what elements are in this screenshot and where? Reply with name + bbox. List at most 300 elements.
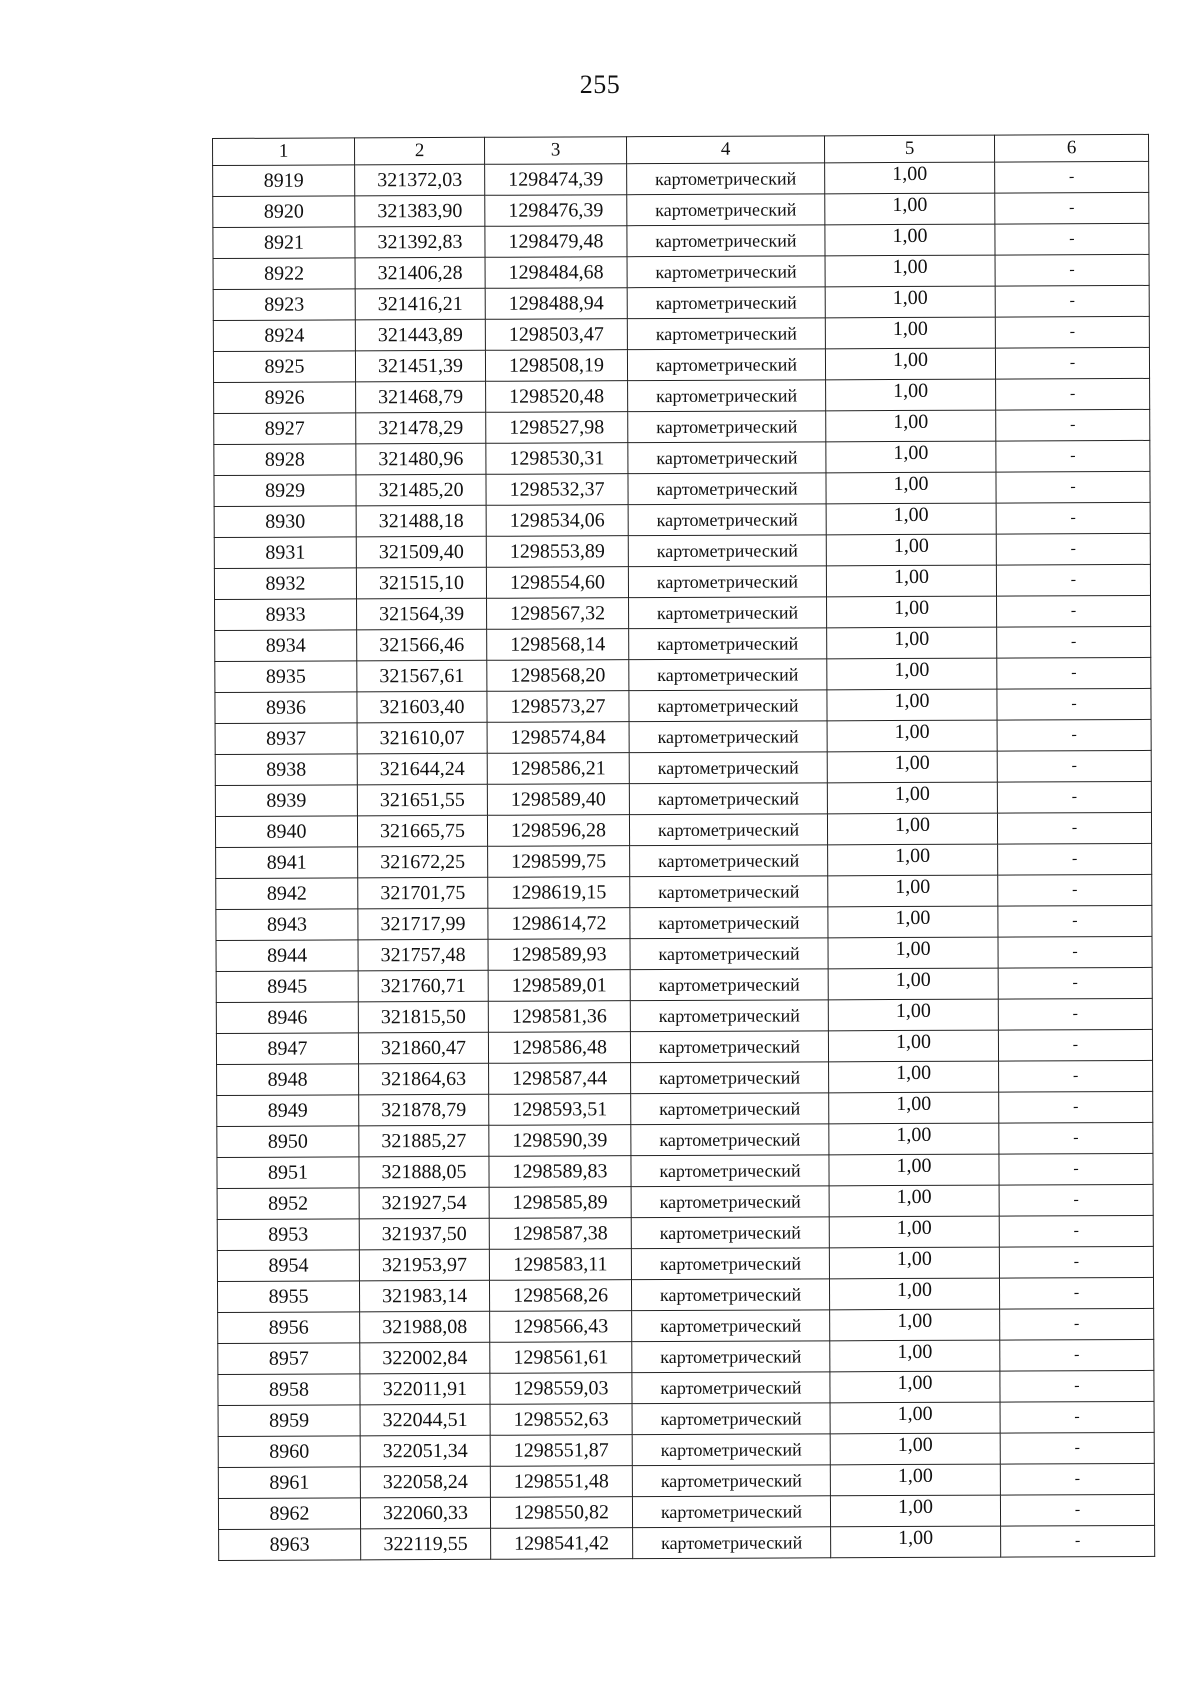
cell-x-coordinate: 322051,34: [360, 1435, 490, 1467]
cell-x-coordinate: 321383,90: [355, 195, 485, 227]
cell-point-number: 8942: [216, 878, 358, 910]
cell-x-coordinate: 321564,39: [357, 598, 487, 630]
cell-method: картометрический: [631, 1248, 829, 1280]
cell-y-coordinate: 1298527,98: [486, 412, 628, 444]
table-row: [214, 533, 1150, 568]
cell-notes: -: [997, 750, 1151, 782]
cell-point-number: 8958: [218, 1374, 360, 1406]
table-row: [215, 626, 1151, 661]
cell-notes: -: [1000, 1401, 1154, 1433]
cell-accuracy: 1,00: [830, 1433, 1000, 1465]
cell-notes: -: [996, 564, 1150, 596]
cell-x-coordinate: 321488,18: [356, 505, 486, 537]
cell-y-coordinate: 1298599,75: [488, 846, 630, 878]
cell-x-coordinate: 321567,61: [357, 660, 487, 692]
cell-x-coordinate: 321485,20: [356, 474, 486, 506]
cell-method: картометрический: [627, 318, 825, 350]
cell-notes: -: [997, 657, 1151, 689]
cell-point-number: 8919: [213, 165, 355, 197]
cell-accuracy: 1,00: [830, 1309, 1000, 1341]
table-row: [217, 1153, 1153, 1188]
cell-method: картометрический: [627, 256, 825, 288]
cell-x-coordinate: 321610,07: [357, 722, 487, 754]
cell-notes: -: [999, 1153, 1153, 1185]
cell-point-number: 8944: [216, 940, 358, 972]
cell-accuracy: 1,00: [825, 193, 995, 225]
cell-accuracy: 1,00: [828, 906, 998, 938]
cell-y-coordinate: 1298593,51: [489, 1094, 631, 1126]
cell-method: картометрический: [631, 1217, 829, 1249]
table-body: [213, 134, 1155, 1560]
table-header-row: [213, 134, 1149, 165]
cell-accuracy: 1,00: [825, 162, 995, 194]
cell-x-coordinate: 321927,54: [359, 1187, 489, 1219]
cell-point-number: 8920: [213, 196, 355, 228]
table-row: [214, 409, 1150, 444]
cell-accuracy: 1,00: [826, 565, 996, 597]
cell-x-coordinate: 321888,05: [359, 1156, 489, 1188]
cell-point-number: 8943: [216, 909, 358, 941]
cell-accuracy: 1,00: [827, 782, 997, 814]
cell-y-coordinate: 1298530,31: [486, 443, 628, 475]
cell-accuracy: 1,00: [827, 689, 997, 721]
cell-notes: -: [999, 1277, 1153, 1309]
cell-x-coordinate: 321644,24: [357, 753, 487, 785]
cell-point-number: 8941: [216, 847, 358, 879]
cell-y-coordinate: 1298567,32: [487, 598, 629, 630]
cell-notes: -: [995, 223, 1149, 255]
cell-y-coordinate: 1298587,38: [489, 1218, 631, 1250]
cell-notes: -: [1000, 1370, 1154, 1402]
cell-accuracy: 1,00: [828, 937, 998, 969]
cell-x-coordinate: 322058,24: [360, 1466, 490, 1498]
table-row: [218, 1494, 1154, 1529]
cell-x-coordinate: 321953,97: [359, 1249, 489, 1281]
table-row: [218, 1463, 1154, 1498]
cell-point-number: 8933: [215, 599, 357, 631]
cell-y-coordinate: 1298479,48: [485, 226, 627, 258]
cell-point-number: 8963: [219, 1529, 361, 1561]
cell-accuracy: 1,00: [830, 1340, 1000, 1372]
cell-y-coordinate: 1298586,48: [488, 1032, 630, 1064]
table-row: [216, 843, 1152, 878]
cell-point-number: 8951: [217, 1157, 359, 1189]
cell-x-coordinate: 321760,71: [358, 970, 488, 1002]
cell-x-coordinate: 321478,29: [356, 412, 486, 444]
cell-notes: -: [1000, 1339, 1154, 1371]
cell-point-number: 8946: [216, 1002, 358, 1034]
cell-notes: -: [999, 1246, 1153, 1278]
cell-notes: -: [999, 1060, 1153, 1092]
table-row: [215, 750, 1151, 785]
cell-notes: -: [998, 874, 1152, 906]
cell-notes: -: [1000, 1432, 1154, 1464]
cell-x-coordinate: 321717,99: [358, 908, 488, 940]
cell-notes: -: [999, 1122, 1153, 1154]
cell-y-coordinate: 1298568,14: [487, 629, 629, 661]
cell-x-coordinate: 321665,75: [357, 815, 487, 847]
page-number: 255: [579, 70, 621, 99]
cell-y-coordinate: 1298581,36: [488, 1001, 630, 1033]
cell-notes: -: [1000, 1494, 1154, 1526]
cell-accuracy: 1,00: [826, 534, 996, 566]
cell-method: картометрический: [630, 969, 828, 1001]
cell-accuracy: 1,00: [827, 751, 997, 783]
table-row: [215, 595, 1151, 630]
cell-accuracy: 1,00: [825, 224, 995, 256]
cell-method: картометрический: [627, 194, 825, 226]
cell-x-coordinate: 321651,55: [357, 784, 487, 816]
cell-x-coordinate: 321451,39: [355, 350, 485, 382]
cell-notes: -: [995, 254, 1149, 286]
cell-y-coordinate: 1298587,44: [489, 1063, 631, 1095]
cell-y-coordinate: 1298614,72: [488, 908, 630, 940]
cell-point-number: 8952: [217, 1188, 359, 1220]
cell-x-coordinate: 321443,89: [355, 319, 485, 351]
cell-point-number: 8953: [217, 1219, 359, 1251]
cell-x-coordinate: 321878,79: [359, 1094, 489, 1126]
cell-method: картометрический: [627, 225, 825, 257]
cell-accuracy: 1,00: [829, 1216, 999, 1248]
header-cell-accuracy: 5: [824, 135, 994, 163]
table-row: [216, 936, 1152, 971]
cell-point-number: 8955: [217, 1281, 359, 1313]
cell-point-number: 8962: [218, 1498, 360, 1530]
cell-method: картометрический: [627, 287, 825, 319]
cell-y-coordinate: 1298559,03: [490, 1373, 632, 1405]
cell-notes: -: [996, 471, 1150, 503]
table-row: [213, 223, 1149, 258]
cell-point-number: 8939: [215, 785, 357, 817]
cell-accuracy: 1,00: [825, 286, 995, 318]
cell-accuracy: 1,00: [829, 1154, 999, 1186]
table-row: [215, 812, 1151, 847]
cell-point-number: 8935: [215, 661, 357, 693]
cell-y-coordinate: 1298550,82: [490, 1497, 632, 1529]
cell-y-coordinate: 1298583,11: [489, 1249, 631, 1281]
cell-y-coordinate: 1298476,39: [485, 195, 627, 227]
table-row: [213, 161, 1149, 196]
cell-accuracy: 1,00: [826, 441, 996, 473]
cell-notes: -: [995, 316, 1149, 348]
cell-method: картометрический: [629, 690, 827, 722]
cell-y-coordinate: 1298619,15: [488, 877, 630, 909]
table-row: [214, 502, 1150, 537]
cell-point-number: 8934: [215, 630, 357, 662]
cell-y-coordinate: 1298552,63: [490, 1404, 632, 1436]
table-row: [214, 378, 1150, 413]
cell-method: картометрический: [629, 721, 827, 753]
cell-x-coordinate: 321468,79: [356, 381, 486, 413]
cell-x-coordinate: 321701,75: [358, 877, 488, 909]
cell-accuracy: 1,00: [829, 1185, 999, 1217]
cell-point-number: 8932: [214, 568, 356, 600]
cell-point-number: 8957: [218, 1343, 360, 1375]
cell-method: картометрический: [629, 597, 827, 629]
cell-notes: -: [1001, 1525, 1155, 1557]
cell-y-coordinate: 1298589,40: [487, 784, 629, 816]
cell-method: картометрический: [630, 1031, 828, 1063]
cell-notes: -: [999, 1091, 1153, 1123]
cell-accuracy: 1,00: [826, 379, 996, 411]
cell-point-number: 8959: [218, 1405, 360, 1437]
cell-x-coordinate: 321509,40: [356, 536, 486, 568]
cell-x-coordinate: 321885,27: [359, 1125, 489, 1157]
cell-point-number: 8922: [213, 258, 355, 290]
table-row: [218, 1339, 1154, 1374]
table-row: [217, 1060, 1153, 1095]
cell-accuracy: 1,00: [828, 968, 998, 1000]
cell-method: картометрический: [632, 1496, 830, 1528]
table-row: [216, 967, 1152, 1002]
cell-method: картометрический: [628, 411, 826, 443]
cell-point-number: 8945: [216, 971, 358, 1003]
cell-accuracy: 1,00: [826, 503, 996, 535]
cell-y-coordinate: 1298551,87: [490, 1435, 632, 1467]
table-row: [214, 440, 1150, 475]
header-cell-y-coordinate: 3: [484, 137, 626, 165]
cell-accuracy: 1,00: [831, 1526, 1001, 1558]
table-row: [217, 1246, 1153, 1281]
cell-notes: -: [998, 905, 1152, 937]
cell-accuracy: 1,00: [829, 1247, 999, 1279]
cell-point-number: 8925: [213, 351, 355, 383]
cell-point-number: 8947: [216, 1033, 358, 1065]
cell-notes: -: [998, 998, 1152, 1030]
table-row: [213, 192, 1149, 227]
cell-notes: -: [997, 719, 1151, 751]
cell-accuracy: 1,00: [830, 1371, 1000, 1403]
cell-y-coordinate: 1298553,89: [486, 536, 628, 568]
cell-notes: -: [997, 812, 1151, 844]
cell-point-number: 8928: [214, 444, 356, 476]
cell-point-number: 8936: [215, 692, 357, 724]
cell-point-number: 8931: [214, 537, 356, 569]
cell-point-number: 8923: [213, 289, 355, 321]
table-row: [215, 657, 1151, 692]
cell-y-coordinate: 1298503,47: [485, 319, 627, 351]
cell-accuracy: 1,00: [827, 627, 997, 659]
header-cell-notes: 6: [994, 134, 1148, 162]
table-row: [214, 564, 1150, 599]
cell-point-number: 8926: [214, 382, 356, 414]
cell-notes: -: [996, 533, 1150, 565]
cell-accuracy: 1,00: [828, 999, 998, 1031]
cell-method: картометрический: [631, 1279, 829, 1311]
cell-x-coordinate: 321480,96: [356, 443, 486, 475]
cell-notes: -: [997, 688, 1151, 720]
cell-method: картометрический: [627, 349, 825, 381]
table-row: [213, 254, 1149, 289]
cell-method: картометрический: [628, 473, 826, 505]
cell-x-coordinate: 321416,21: [355, 288, 485, 320]
table-row: [215, 688, 1151, 723]
cell-point-number: 8954: [217, 1250, 359, 1282]
cell-accuracy: 1,00: [825, 348, 995, 380]
table-row: [218, 1401, 1154, 1436]
cell-notes: -: [995, 285, 1149, 317]
table-row: [217, 1215, 1153, 1250]
table-row: [219, 1525, 1155, 1560]
cell-y-coordinate: 1298488,94: [485, 288, 627, 320]
table-row: [215, 719, 1151, 754]
cell-accuracy: 1,00: [827, 658, 997, 690]
cell-accuracy: 1,00: [825, 317, 995, 349]
cell-accuracy: 1,00: [828, 844, 998, 876]
table-row: [216, 1029, 1152, 1064]
cell-method: картометрический: [632, 1465, 830, 1497]
cell-x-coordinate: 322060,33: [360, 1497, 490, 1529]
cell-notes: -: [999, 1215, 1153, 1247]
cell-y-coordinate: 1298484,68: [485, 257, 627, 289]
cell-x-coordinate: 321983,14: [359, 1280, 489, 1312]
table-row: [218, 1432, 1154, 1467]
cell-accuracy: 1,00: [829, 1061, 999, 1093]
table-row: [218, 1370, 1154, 1405]
cell-y-coordinate: 1298554,60: [486, 567, 628, 599]
cell-notes: -: [998, 1029, 1152, 1061]
cell-accuracy: 1,00: [826, 410, 996, 442]
cell-y-coordinate: 1298474,39: [485, 164, 627, 196]
cell-y-coordinate: 1298596,28: [487, 815, 629, 847]
cell-x-coordinate: 321406,28: [355, 257, 485, 289]
cell-accuracy: 1,00: [828, 1030, 998, 1062]
cell-point-number: 8949: [217, 1095, 359, 1127]
cell-notes: -: [997, 626, 1151, 658]
cell-x-coordinate: 321672,25: [358, 846, 488, 878]
table-row: [213, 316, 1149, 351]
cell-notes: -: [996, 502, 1150, 534]
cell-y-coordinate: 1298589,93: [488, 939, 630, 971]
cell-point-number: 8938: [215, 754, 357, 786]
cell-method: картометрический: [632, 1341, 830, 1373]
cell-method: картометрический: [633, 1527, 831, 1559]
header-cell-method: 4: [626, 136, 824, 164]
cell-accuracy: 1,00: [829, 1123, 999, 1155]
cell-method: картометрический: [631, 1062, 829, 1094]
cell-method: картометрический: [628, 442, 826, 474]
cell-method: картометрический: [629, 628, 827, 660]
table-row: [217, 1184, 1153, 1219]
cell-notes: -: [998, 936, 1152, 968]
cell-notes: -: [998, 967, 1152, 999]
cell-accuracy: 1,00: [830, 1495, 1000, 1527]
cell-point-number: 8927: [214, 413, 356, 445]
cell-y-coordinate: 1298534,06: [486, 505, 628, 537]
cell-y-coordinate: 1298590,39: [489, 1125, 631, 1157]
table-row: [214, 471, 1150, 506]
cell-method: картометрический: [631, 1124, 829, 1156]
cell-y-coordinate: 1298589,01: [488, 970, 630, 1002]
cell-accuracy: 1,00: [829, 1278, 999, 1310]
cell-x-coordinate: 321815,50: [358, 1001, 488, 1033]
cell-x-coordinate: 322011,91: [360, 1373, 490, 1405]
cell-accuracy: 1,00: [826, 472, 996, 504]
cell-point-number: 8956: [218, 1312, 360, 1344]
cell-x-coordinate: 321566,46: [357, 629, 487, 661]
cell-method: картометрический: [629, 752, 827, 784]
cell-y-coordinate: 1298585,89: [489, 1187, 631, 1219]
table-row: [217, 1122, 1153, 1157]
table-row: [216, 905, 1152, 940]
cell-point-number: 8924: [213, 320, 355, 352]
cell-accuracy: 1,00: [827, 596, 997, 628]
cell-y-coordinate: 1298586,21: [487, 753, 629, 785]
cell-method: картометрический: [630, 938, 828, 970]
cell-y-coordinate: 1298532,37: [486, 474, 628, 506]
cell-point-number: 8960: [218, 1436, 360, 1468]
cell-accuracy: 1,00: [827, 813, 997, 845]
cell-method: картометрический: [628, 566, 826, 598]
cell-notes: -: [996, 409, 1150, 441]
cell-y-coordinate: 1298508,19: [485, 350, 627, 382]
cell-accuracy: 1,00: [830, 1464, 1000, 1496]
cell-notes: -: [1000, 1463, 1154, 1495]
table-row: [213, 285, 1149, 320]
cell-y-coordinate: 1298589,83: [489, 1156, 631, 1188]
cell-y-coordinate: 1298573,27: [487, 691, 629, 723]
cell-x-coordinate: 321860,47: [358, 1032, 488, 1064]
cell-method: картометрический: [629, 783, 827, 815]
cell-method: картометрический: [631, 1186, 829, 1218]
cell-x-coordinate: 321603,40: [357, 691, 487, 723]
cell-y-coordinate: 1298566,43: [490, 1311, 632, 1343]
cell-method: картометрический: [628, 535, 826, 567]
cell-method: картометрический: [632, 1310, 830, 1342]
header-cell-x-coordinate: 2: [355, 137, 485, 165]
cell-notes: -: [999, 1184, 1153, 1216]
cell-y-coordinate: 1298520,48: [486, 381, 628, 413]
cell-y-coordinate: 1298551,48: [490, 1466, 632, 1498]
cell-x-coordinate: 322119,55: [361, 1528, 491, 1560]
cell-accuracy: 1,00: [829, 1092, 999, 1124]
cell-point-number: 8930: [214, 506, 356, 538]
cell-method: картометрический: [630, 845, 828, 877]
table-row: [216, 874, 1152, 909]
header-cell-point-number: 1: [213, 138, 355, 166]
cell-x-coordinate: 321372,03: [355, 164, 485, 196]
cell-method: картометрический: [629, 659, 827, 691]
cell-accuracy: 1,00: [825, 255, 995, 287]
cell-method: картометрический: [628, 380, 826, 412]
cell-method: картометрический: [631, 1093, 829, 1125]
cell-point-number: 8929: [214, 475, 356, 507]
coordinates-table: [212, 134, 1155, 1561]
cell-x-coordinate: 322044,51: [360, 1404, 490, 1436]
cell-accuracy: 1,00: [828, 875, 998, 907]
cell-method: картометрический: [628, 504, 826, 536]
cell-method: картометрический: [630, 876, 828, 908]
cell-method: картометрический: [631, 1155, 829, 1187]
cell-notes: -: [1000, 1308, 1154, 1340]
cell-method: картометрический: [630, 1000, 828, 1032]
cell-y-coordinate: 1298574,84: [487, 722, 629, 754]
table-row: [217, 1091, 1153, 1126]
cell-point-number: 8961: [218, 1467, 360, 1499]
cell-x-coordinate: 322002,84: [360, 1342, 490, 1374]
cell-notes: -: [995, 347, 1149, 379]
cell-notes: -: [996, 440, 1150, 472]
cell-method: картометрический: [629, 814, 827, 846]
cell-y-coordinate: 1298561,61: [490, 1342, 632, 1374]
cell-point-number: 8940: [215, 816, 357, 848]
cell-method: картометрический: [632, 1403, 830, 1435]
cell-point-number: 8948: [217, 1064, 359, 1096]
cell-y-coordinate: 1298541,42: [491, 1528, 633, 1560]
cell-x-coordinate: 321757,48: [358, 939, 488, 971]
cell-y-coordinate: 1298568,26: [489, 1280, 631, 1312]
table-row: [215, 781, 1151, 816]
